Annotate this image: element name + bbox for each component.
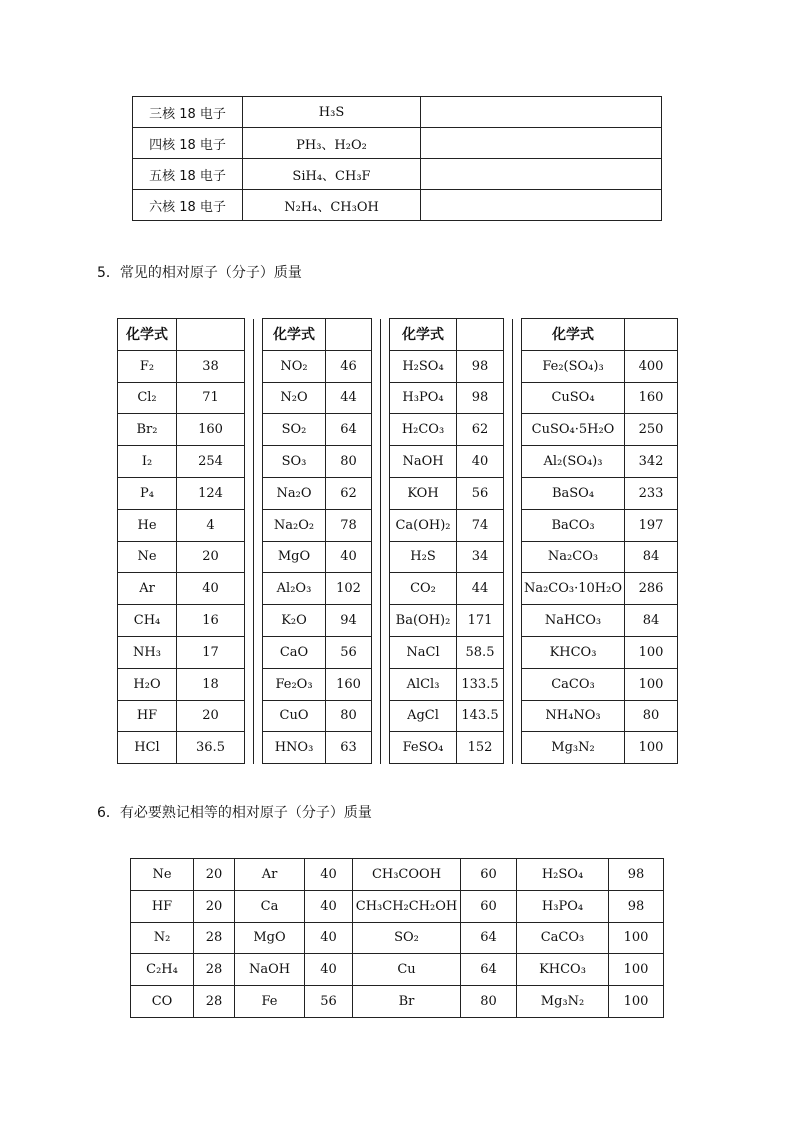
column-gap (254, 350, 263, 382)
column-gap (372, 573, 381, 605)
mass-cell: 160 (326, 668, 372, 700)
formula-cell: NaHCO₃ (522, 605, 625, 637)
formula-cell: NaOH (390, 446, 457, 478)
column-gap (504, 573, 513, 605)
column-gap (381, 605, 390, 637)
common-masses-table-body (118, 319, 678, 764)
column-gap (513, 350, 522, 382)
mass-cell: 143.5 (457, 700, 504, 732)
column-gap (381, 573, 390, 605)
mass-cell: 40 (457, 446, 504, 478)
formula-cell: Cu (353, 954, 461, 986)
formula-cell: NaCl (390, 636, 457, 668)
formula-cell: HF (118, 700, 177, 732)
column-gap (504, 732, 513, 764)
formula-column-header: 化学式 (390, 319, 457, 351)
mass-cell: 160 (177, 414, 245, 446)
table-row (118, 700, 678, 732)
mass-cell: 286 (625, 573, 678, 605)
mass-cell: 60 (461, 859, 517, 891)
column-gap (254, 668, 263, 700)
formula-cell: H₃PO₄ (517, 890, 609, 922)
mass-cell: 17 (177, 636, 245, 668)
column-gap (245, 509, 254, 541)
column-gap (254, 446, 263, 478)
mass-cell: 102 (326, 573, 372, 605)
formula-cell: CuO (263, 700, 326, 732)
column-gap (372, 319, 381, 351)
mass-cell: 100 (625, 636, 678, 668)
formula-cell: Ne (118, 541, 177, 573)
mass-cell: 58.5 (457, 636, 504, 668)
formula-cell: SO₃ (263, 446, 326, 478)
formula-cell: NH₄NO₃ (522, 700, 625, 732)
column-gap (254, 414, 263, 446)
mass-cell: 98 (609, 859, 664, 891)
column-gap (372, 668, 381, 700)
mass-cell: 28 (194, 986, 235, 1018)
mass-cell: 84 (625, 541, 678, 573)
mass-cell: 71 (177, 382, 245, 414)
formula-cell: H₂S (390, 541, 457, 573)
column-gap (513, 700, 522, 732)
column-gap (245, 573, 254, 605)
mass-cell: 100 (625, 732, 678, 764)
column-gap (254, 573, 263, 605)
column-gap (372, 700, 381, 732)
column-gap (504, 414, 513, 446)
mass-cell: 36.5 (177, 732, 245, 764)
mass-cell: 40 (305, 859, 353, 891)
mass-cell: 60 (461, 890, 517, 922)
mass-cell: 78 (326, 509, 372, 541)
formula-cell: SO₂ (353, 922, 461, 954)
column-gap (254, 477, 263, 509)
table-row (133, 128, 662, 159)
mass-cell: 28 (194, 954, 235, 986)
formula-cell: Na₂O₂ (263, 509, 326, 541)
mass-cell: 197 (625, 509, 678, 541)
formula-cell: N₂O (263, 382, 326, 414)
mass-cell: 100 (625, 668, 678, 700)
table-row (131, 859, 664, 891)
mass-cell: 152 (457, 732, 504, 764)
column-gap (245, 382, 254, 414)
mass-cell: 40 (305, 922, 353, 954)
formula-cell: CaCO₃ (517, 922, 609, 954)
mass-cell: 20 (177, 700, 245, 732)
column-gap (513, 541, 522, 573)
formula-cell: HNO₃ (263, 732, 326, 764)
column-gap (381, 636, 390, 668)
formula-cell: Na₂CO₃·10H₂O (522, 573, 625, 605)
table-row (131, 986, 664, 1018)
table-row (118, 446, 678, 478)
species-note (421, 190, 662, 221)
column-gap (245, 350, 254, 382)
formula-cell: CuSO₄ (522, 382, 625, 414)
column-gap (381, 382, 390, 414)
formula-cell: CaO (263, 636, 326, 668)
column-gap (381, 509, 390, 541)
equal-masses-table (130, 858, 664, 1018)
table-row (131, 922, 664, 954)
mass-cell: 62 (457, 414, 504, 446)
column-gap (372, 350, 381, 382)
mass-cell: 56 (457, 477, 504, 509)
species-note (421, 97, 662, 128)
formula-cell: AgCl (390, 700, 457, 732)
mass-cell: 98 (457, 350, 504, 382)
column-gap (245, 477, 254, 509)
column-gap (372, 636, 381, 668)
formula-cell: NaOH (235, 954, 305, 986)
table-row (131, 954, 664, 986)
formula-cell: Mg₃N₂ (522, 732, 625, 764)
mass-cell: 62 (326, 477, 372, 509)
column-gap (254, 700, 263, 732)
column-gap (381, 350, 390, 382)
mass-cell: 44 (326, 382, 372, 414)
column-gap (504, 477, 513, 509)
table-row (133, 97, 662, 128)
column-gap (513, 732, 522, 764)
column-gap (372, 732, 381, 764)
mass-cell: 40 (177, 573, 245, 605)
column-gap (381, 414, 390, 446)
formula-cell: H₂SO₄ (517, 859, 609, 891)
species-label: 六核 18 电子 (133, 190, 243, 221)
column-gap (513, 636, 522, 668)
mass-cell: 400 (625, 350, 678, 382)
column-gap (372, 414, 381, 446)
table-row (118, 605, 678, 637)
column-gap (245, 700, 254, 732)
mass-cell: 100 (609, 922, 664, 954)
mass-cell: 171 (457, 605, 504, 637)
formula-cell: Ar (235, 859, 305, 891)
column-gap (504, 605, 513, 637)
column-gap (372, 605, 381, 637)
table-row (131, 890, 664, 922)
formula-cell: I₂ (118, 446, 177, 478)
column-gap (513, 414, 522, 446)
mass-cell: 20 (177, 541, 245, 573)
column-gap (245, 605, 254, 637)
mass-cell: 133.5 (457, 668, 504, 700)
formula-cell: H₂O (118, 668, 177, 700)
formula-cell: KOH (390, 477, 457, 509)
formula-cell: Fe₂(SO₄)₃ (522, 350, 625, 382)
formula-cell: CO₂ (390, 573, 457, 605)
table-row (118, 477, 678, 509)
mass-cell: 80 (461, 986, 517, 1018)
formula-cell: KHCO₃ (522, 636, 625, 668)
mass-cell: 74 (457, 509, 504, 541)
section-5-title: 5．常见的相对原子（分子）质量 (97, 265, 302, 281)
column-gap (513, 573, 522, 605)
mass-column-header (457, 319, 504, 351)
column-gap (513, 382, 522, 414)
header-row (118, 319, 678, 351)
column-gap (254, 636, 263, 668)
formula-cell: C₂H₄ (131, 954, 194, 986)
formula-cell: CH₄ (118, 605, 177, 637)
formula-cell: MgO (263, 541, 326, 573)
column-gap (245, 446, 254, 478)
mass-cell: 18 (177, 668, 245, 700)
mass-cell: 63 (326, 732, 372, 764)
column-gap (245, 414, 254, 446)
mass-cell: 20 (194, 859, 235, 891)
formula-cell: Mg₃N₂ (517, 986, 609, 1018)
formula-cell: Na₂O (263, 477, 326, 509)
formula-cell: He (118, 509, 177, 541)
formula-cell: Al₂(SO₄)₃ (522, 446, 625, 478)
column-gap (254, 509, 263, 541)
formula-cell: Ca(OH)₂ (390, 509, 457, 541)
formula-cell: FeSO₄ (390, 732, 457, 764)
mass-cell: 40 (326, 541, 372, 573)
formula-cell: HF (131, 890, 194, 922)
formula-cell: KHCO₃ (517, 954, 609, 986)
column-gap (381, 446, 390, 478)
mass-cell: 64 (461, 922, 517, 954)
formula-cell: Cl₂ (118, 382, 177, 414)
mass-cell: 46 (326, 350, 372, 382)
mass-cell: 94 (326, 605, 372, 637)
mass-column-header (177, 319, 245, 351)
mass-cell: 100 (609, 986, 664, 1018)
table-row (133, 190, 662, 221)
mass-cell: 20 (194, 890, 235, 922)
mass-cell: 80 (625, 700, 678, 732)
formula-cell: BaSO₄ (522, 477, 625, 509)
table-row (118, 509, 678, 541)
formula-cell: NO₂ (263, 350, 326, 382)
column-gap (504, 700, 513, 732)
mass-cell: 56 (326, 636, 372, 668)
formula-cell: CO (131, 986, 194, 1018)
table-row (118, 350, 678, 382)
table-row (118, 732, 678, 764)
section-6-title: 6．有必要熟记相等的相对原子（分子）质量 (97, 805, 372, 821)
mass-cell: 124 (177, 477, 245, 509)
column-gap (372, 382, 381, 414)
table-row (118, 541, 678, 573)
formula-cell: H₂CO₃ (390, 414, 457, 446)
mass-column-header (625, 319, 678, 351)
column-gap (245, 541, 254, 573)
column-gap (245, 732, 254, 764)
formula-cell: CuSO₄·5H₂O (522, 414, 625, 446)
mass-cell: 80 (326, 700, 372, 732)
species-formula: SiH₄、CH₃F (243, 159, 421, 190)
column-gap (254, 382, 263, 414)
formula-cell: H₂SO₄ (390, 350, 457, 382)
species-formula: H₃S (243, 97, 421, 128)
table-row (133, 159, 662, 190)
species-note (421, 128, 662, 159)
column-gap (504, 541, 513, 573)
column-gap (254, 541, 263, 573)
formula-cell: BaCO₃ (522, 509, 625, 541)
mass-cell: 98 (609, 890, 664, 922)
mass-column-header (326, 319, 372, 351)
column-gap (513, 509, 522, 541)
formula-cell: Ne (131, 859, 194, 891)
formula-cell: Br (353, 986, 461, 1018)
mass-cell: 233 (625, 477, 678, 509)
formula-cell: CH₃COOH (353, 859, 461, 891)
formula-cell: N₂ (131, 922, 194, 954)
column-gap (513, 319, 522, 351)
formula-cell: Ar (118, 573, 177, 605)
table-row (118, 382, 678, 414)
column-gap (513, 446, 522, 478)
column-gap (254, 605, 263, 637)
column-gap (381, 668, 390, 700)
column-gap (504, 668, 513, 700)
mass-cell: 34 (457, 541, 504, 573)
mass-cell: 64 (461, 954, 517, 986)
formula-cell: CH₃CH₂CH₂OH (353, 890, 461, 922)
mass-cell: 40 (305, 954, 353, 986)
mass-cell: 4 (177, 509, 245, 541)
column-gap (504, 382, 513, 414)
formula-column-header: 化学式 (263, 319, 326, 351)
column-gap (245, 668, 254, 700)
formula-column-header: 化学式 (118, 319, 177, 351)
formula-cell: AlCl₃ (390, 668, 457, 700)
column-gap (513, 668, 522, 700)
formula-cell: F₂ (118, 350, 177, 382)
mass-cell: 64 (326, 414, 372, 446)
column-gap (504, 350, 513, 382)
mass-cell: 160 (625, 382, 678, 414)
column-gap (372, 509, 381, 541)
eighteen-electron-table (132, 96, 662, 221)
mass-cell: 40 (305, 890, 353, 922)
column-gap (245, 319, 254, 351)
formula-cell: Br₂ (118, 414, 177, 446)
formula-cell: Al₂O₃ (263, 573, 326, 605)
formula-cell: CaCO₃ (522, 668, 625, 700)
formula-cell: K₂O (263, 605, 326, 637)
species-formula: N₂H₄、CH₃OH (243, 190, 421, 221)
column-gap (504, 446, 513, 478)
column-gap (504, 319, 513, 351)
column-gap (372, 477, 381, 509)
table-row (118, 668, 678, 700)
column-gap (381, 700, 390, 732)
table-row (118, 414, 678, 446)
table-row (118, 636, 678, 668)
formula-cell: Na₂CO₃ (522, 541, 625, 573)
formula-cell: HCl (118, 732, 177, 764)
formula-cell: Ca (235, 890, 305, 922)
equal-masses-table-body (131, 859, 664, 1018)
common-masses-table (117, 318, 678, 764)
species-label: 三核 18 电子 (133, 97, 243, 128)
column-gap (254, 732, 263, 764)
formula-cell: Fe (235, 986, 305, 1018)
species-label: 四核 18 电子 (133, 128, 243, 159)
formula-cell: Ba(OH)₂ (390, 605, 457, 637)
column-gap (513, 605, 522, 637)
column-gap (381, 477, 390, 509)
formula-cell: SO₂ (263, 414, 326, 446)
mass-cell: 44 (457, 573, 504, 605)
mass-cell: 250 (625, 414, 678, 446)
mass-cell: 98 (457, 382, 504, 414)
table-row (118, 573, 678, 605)
mass-cell: 38 (177, 350, 245, 382)
column-gap (381, 732, 390, 764)
eighteen-electron-table-body (133, 97, 662, 221)
formula-cell: P₄ (118, 477, 177, 509)
mass-cell: 28 (194, 922, 235, 954)
species-label: 五核 18 电子 (133, 159, 243, 190)
formula-cell: MgO (235, 922, 305, 954)
mass-cell: 254 (177, 446, 245, 478)
mass-cell: 16 (177, 605, 245, 637)
mass-cell: 84 (625, 605, 678, 637)
column-gap (504, 509, 513, 541)
formula-cell: Fe₂O₃ (263, 668, 326, 700)
column-gap (372, 446, 381, 478)
species-formula: PH₃、H₂O₂ (243, 128, 421, 159)
column-gap (504, 636, 513, 668)
column-gap (381, 541, 390, 573)
column-gap (381, 319, 390, 351)
formula-column-header: 化学式 (522, 319, 625, 351)
column-gap (372, 541, 381, 573)
species-note (421, 159, 662, 190)
mass-cell: 100 (609, 954, 664, 986)
column-gap (513, 477, 522, 509)
column-gap (245, 636, 254, 668)
mass-cell: 80 (326, 446, 372, 478)
mass-cell: 342 (625, 446, 678, 478)
column-gap (254, 319, 263, 351)
mass-cell: 56 (305, 986, 353, 1018)
formula-cell: NH₃ (118, 636, 177, 668)
formula-cell: H₃PO₄ (390, 382, 457, 414)
